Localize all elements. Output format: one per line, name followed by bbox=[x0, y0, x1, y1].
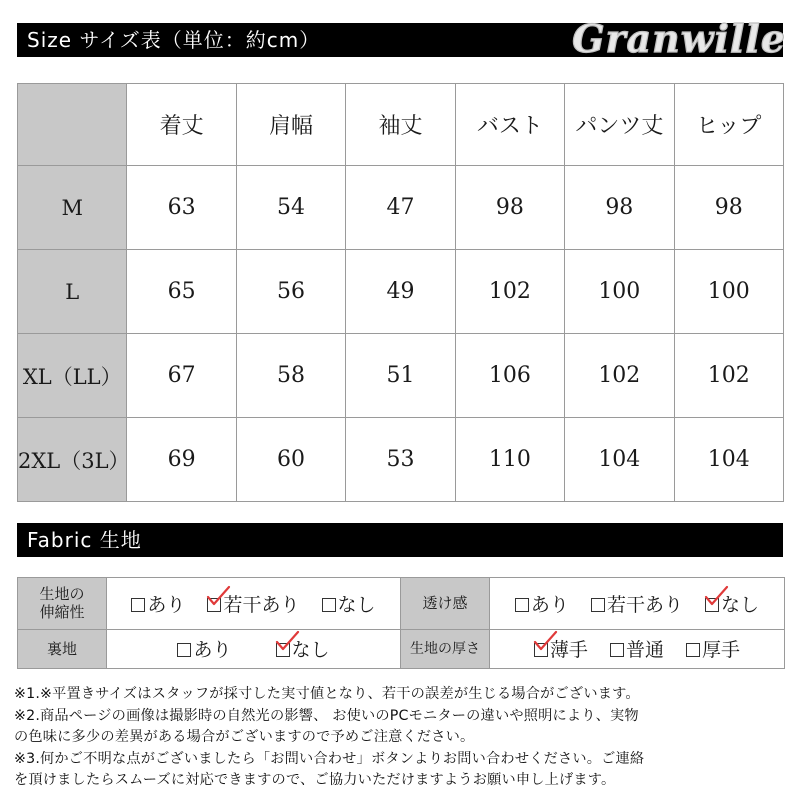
size-table-corner bbox=[18, 84, 127, 166]
checkbox-option[interactable]: あり bbox=[131, 590, 185, 617]
column-header: ヒップ bbox=[674, 84, 783, 166]
table-cell: 100 bbox=[565, 250, 674, 334]
checkbox-option[interactable]: 普通 bbox=[610, 635, 664, 662]
thickness-label: 生地の厚さ bbox=[401, 629, 490, 668]
column-header: バスト bbox=[455, 84, 564, 166]
checkbox-box-icon bbox=[705, 598, 719, 612]
checkbox-box-icon bbox=[591, 598, 605, 612]
note-line: ※1.※平置きサイズはスタッフが採寸した実寸値となり、若干の誤差が生じる場合がございます。 bbox=[14, 686, 640, 702]
checkbox-option[interactable]: あり bbox=[515, 590, 569, 617]
stretch-options bbox=[107, 578, 401, 630]
size-label: M bbox=[18, 166, 127, 250]
column-header: 着丈 bbox=[127, 84, 236, 166]
checkbox-option[interactable]: 若干あり bbox=[591, 590, 683, 617]
table-cell: 102 bbox=[674, 334, 783, 418]
note-line: を頂けましたらスムーズに対応できますので、ご協力いただけますようお願い申し上げます。 bbox=[14, 772, 616, 788]
table-cell: 56 bbox=[236, 250, 345, 334]
size-label: XL（LL） bbox=[18, 334, 127, 418]
checkbox-option[interactable]: 厚手 bbox=[686, 635, 740, 662]
table-cell: 98 bbox=[565, 166, 674, 250]
transparency-label: 透け感 bbox=[401, 578, 490, 630]
brand-logo: Granwille bbox=[572, 16, 786, 61]
checkbox-option[interactable]: 薄手 bbox=[534, 635, 588, 662]
table-cell: 54 bbox=[236, 166, 345, 250]
size-table-header-row bbox=[18, 84, 784, 166]
checkbox-box-icon bbox=[177, 643, 191, 657]
table-row bbox=[18, 334, 784, 418]
checkbox-box-icon bbox=[534, 643, 548, 657]
checkbox-box-icon bbox=[276, 643, 290, 657]
table-row bbox=[18, 250, 784, 334]
checkbox-option[interactable]: 若干あり bbox=[207, 590, 299, 617]
column-header: 肩幅 bbox=[236, 84, 345, 166]
note-line: ※3.何かご不明な点がございましたら「お問い合わせ」ボタンよりお問い合わせください。ご連絡 bbox=[14, 750, 645, 767]
table-cell: 67 bbox=[127, 334, 236, 418]
checkbox-box-icon bbox=[686, 643, 700, 657]
checkbox-box-icon bbox=[515, 598, 529, 612]
fabric-row bbox=[18, 629, 785, 668]
stretch-label: 生地の伸縮性 bbox=[18, 578, 107, 630]
checkbox-box-icon bbox=[207, 598, 221, 612]
checkbox-option[interactable]: なし bbox=[276, 635, 330, 662]
table-cell: 47 bbox=[346, 166, 455, 250]
fabric-section-title: Fabric 生地 bbox=[27, 528, 142, 552]
size-table bbox=[17, 83, 784, 502]
fabric-section-header bbox=[17, 523, 783, 557]
transparency-options bbox=[490, 578, 785, 630]
table-cell: 102 bbox=[565, 334, 674, 418]
table-cell: 69 bbox=[127, 418, 236, 502]
table-cell: 98 bbox=[674, 166, 783, 250]
table-cell: 63 bbox=[127, 166, 236, 250]
thickness-options bbox=[490, 629, 785, 668]
table-cell: 49 bbox=[346, 250, 455, 334]
table-cell: 60 bbox=[236, 418, 345, 502]
table-cell: 65 bbox=[127, 250, 236, 334]
fabric-row bbox=[18, 578, 785, 630]
table-cell: 106 bbox=[455, 334, 564, 418]
lining-label: 裏地 bbox=[18, 629, 107, 668]
checkbox-box-icon bbox=[322, 598, 336, 612]
table-cell: 104 bbox=[565, 418, 674, 502]
note-line: ※2.商品ページの画像は撮影時の自然光の影響、 お使いのPCモニターの違いや照明により、実物 bbox=[14, 707, 639, 724]
table-cell: 98 bbox=[455, 166, 564, 250]
checkbox-option[interactable]: あり bbox=[177, 635, 231, 662]
notes bbox=[14, 684, 788, 792]
note-line: の色味に多少の差異がある場合がございますので予めご注意ください。 bbox=[14, 729, 475, 745]
size-section-title: Size サイズ表（単位：約cm） bbox=[27, 28, 321, 52]
column-header: パンツ丈 bbox=[565, 84, 674, 166]
checkbox-option[interactable]: なし bbox=[705, 590, 759, 617]
table-cell: 102 bbox=[455, 250, 564, 334]
column-header: 袖丈 bbox=[346, 84, 455, 166]
size-label: L bbox=[18, 250, 127, 334]
table-row bbox=[18, 418, 784, 502]
size-label: 2XL（3L） bbox=[18, 418, 127, 502]
table-cell: 58 bbox=[236, 334, 345, 418]
checkbox-option[interactable]: なし bbox=[322, 590, 376, 617]
lining-options bbox=[107, 629, 401, 668]
table-cell: 100 bbox=[674, 250, 783, 334]
checkbox-box-icon bbox=[610, 643, 624, 657]
table-cell: 53 bbox=[346, 418, 455, 502]
fabric-table bbox=[17, 577, 785, 669]
table-cell: 104 bbox=[674, 418, 783, 502]
table-row bbox=[18, 166, 784, 250]
table-cell: 110 bbox=[455, 418, 564, 502]
table-cell: 51 bbox=[346, 334, 455, 418]
checkbox-box-icon bbox=[131, 598, 145, 612]
